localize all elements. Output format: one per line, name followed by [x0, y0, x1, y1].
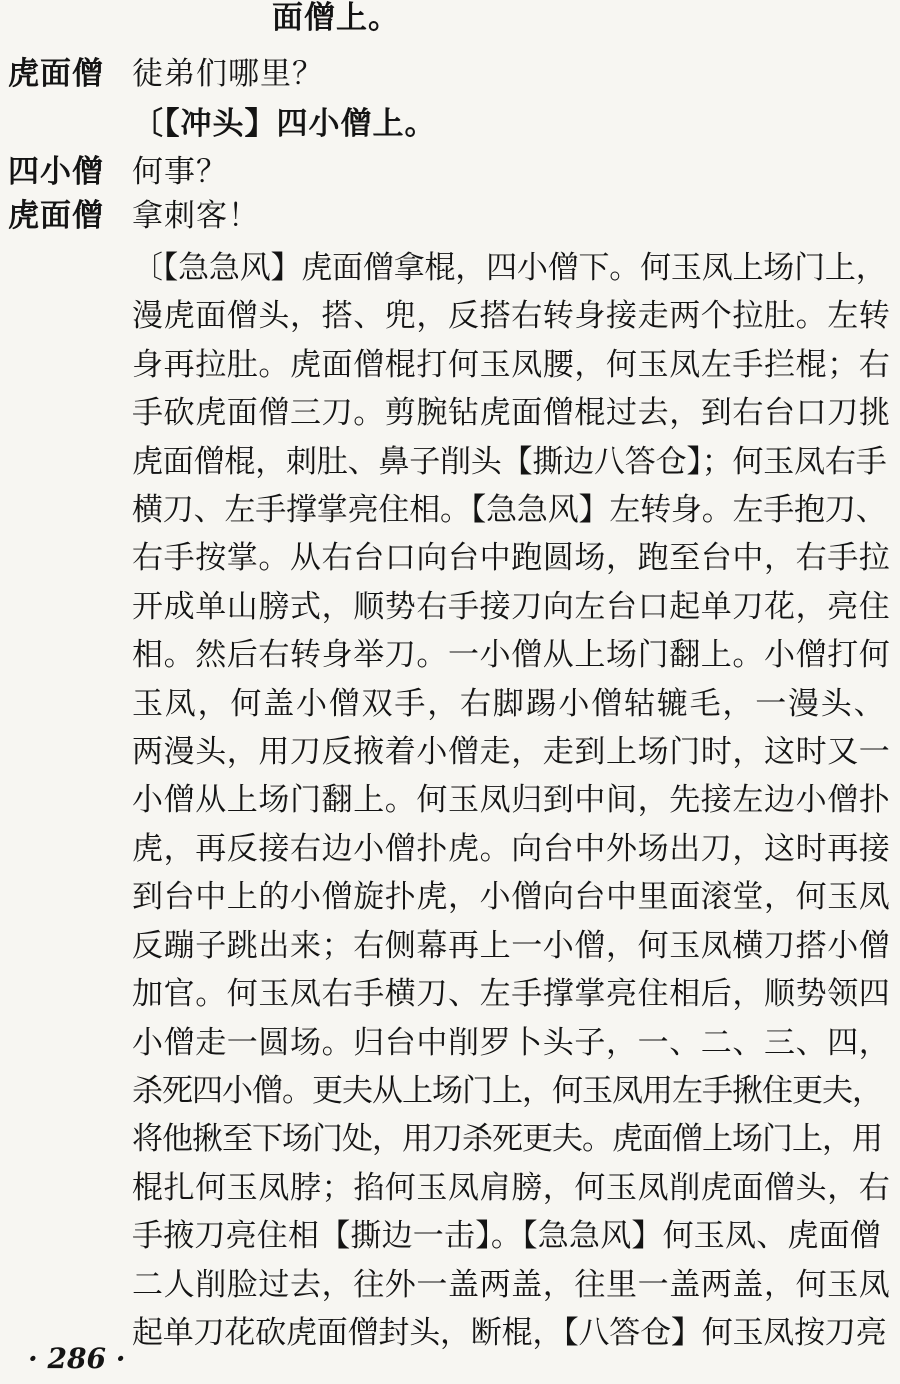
speaker-name: 虎面僧	[8, 198, 104, 234]
speech-text: 徒弟们哪里？	[132, 56, 324, 92]
stage-direction-line: 反蹦子跳出来；右侧幕再上一小僧，何玉凤横刀搭小僧	[132, 927, 891, 964]
stage-direction-line: 小僧从上场门翻上。何玉凤归到中间，先接左边小僧扑	[132, 782, 891, 819]
top-stage-fragment: 面僧上。	[272, 0, 400, 36]
stage-direction-line: 将他揪至下场门处，用刀杀死更夫。虎面僧上场门上，用	[132, 1121, 882, 1158]
stage-direction: 〔【冲头】四小僧上。	[132, 106, 437, 142]
speech-text: 何事？	[132, 154, 228, 190]
speaker-name: 虎面僧	[8, 56, 104, 92]
stage-direction-line: 身再拉肚。虎面僧棍打何玉凤腰，何玉凤左手拦棍；右	[132, 346, 891, 383]
stage-direction-line: 手掖刀亮住相【撕边一击】。【急急风】何玉凤、虎面僧	[132, 1218, 881, 1255]
stage-direction-line: 漫虎面僧头，搭、兜，反搭右转身接走两个拉肚。左转	[132, 298, 891, 335]
stage-direction-line: 〔【急急风】虎面僧拿棍，四小僧下。何玉凤上场门上，	[132, 250, 887, 286]
stage-direction-line: 玉凤，何盖小僧双手，右脚踢小僧轱辘毛，一漫头、	[132, 685, 887, 722]
stage-direction-line: 棍扎何玉凤脖；掐何玉凤肩膀，何玉凤削虎面僧头，右	[132, 1169, 891, 1206]
stage-direction-line: 虎，再反接右边小僧扑虎。向台中外场出刀，这时再接	[132, 830, 891, 867]
stage-direction-line: 横刀、左手撑掌亮住相。【急急风】左转身。左手抱刀、	[132, 492, 887, 529]
stage-direction-block	[132, 244, 890, 1357]
stage-direction-line: 虎面僧棍，刺肚、鼻子削头【撕边八答仓】；何玉凤右手	[132, 443, 887, 480]
stage-direction-line: 杀死四小僧。更夫从上场门上，何玉凤用左手揪住更夫，	[132, 1072, 882, 1109]
stage-direction-line: 两漫头，用刀反掖着小僧走，走到上场门时，这时又一	[132, 734, 891, 771]
stage-direction-line: 开成单山膀式，顺势右手接刀向左台口起单刀花，亮住	[132, 588, 891, 625]
stage-direction-line: 起单刀花砍虎面僧封头，断棍，【八答仓】何玉凤按刀亮	[132, 1314, 887, 1351]
stage-direction-line: 相。然后右转身举刀。一小僧从上场门翻上。小僧打何	[132, 637, 891, 674]
speech-text: 拿刺客！	[132, 198, 260, 234]
stage-direction-line: 小僧走一圆场。归台中削罗卜头子，一、二、三、四，	[132, 1024, 891, 1061]
stage-direction-line: 到台中上的小僧旋扑虎，小僧向台中里面滚堂，何玉凤	[132, 879, 891, 916]
stage-direction-line: 右手按掌。从右台口向台中跑圆场，跑至台中，右手拉	[132, 540, 891, 577]
stage-direction-line: 加官。何玉凤右手横刀、左手撑掌亮住相后，顺势领四	[132, 976, 891, 1013]
speaker-name: 四小僧	[8, 154, 104, 190]
page-number: · 286 ·	[28, 1342, 126, 1375]
stage-direction-line: 手砍虎面僧三刀。剪腕钻虎面僧棍过去，到右台口刀挑	[132, 395, 891, 432]
stage-direction-line: 二人削脸过去，往外一盖两盖，往里一盖两盖，何玉凤	[132, 1266, 891, 1303]
